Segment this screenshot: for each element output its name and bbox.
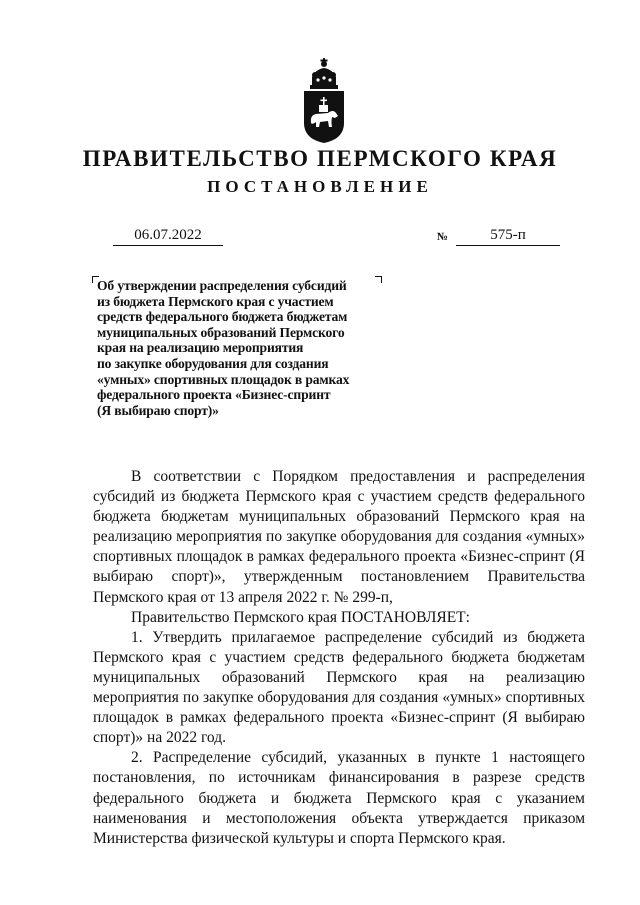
subject-line: средств федерального бюджета бюджетам xyxy=(97,309,348,325)
body-paragraph-preamble: В соответствии с Порядком предоставления и распределения субсидий из бюджета Пермского края с участием средств федерального бюджета бюджетам муниципальных образований Пермского края на реализацию мероприятия по закупке оборудования для создания «умных» спортивных площадок в рамках федерального проекта «Бизнес-спринт (Я выбираю спорт)», утвержденным постановлением Правительства Пермского края от 13 апреля 2022 г. № 299-п, xyxy=(93,468,585,606)
subject-line: из бюджета Пермского края с участием xyxy=(97,293,334,309)
government-title: ПРАВИТЕЛЬСТВО ПЕРМСКОГО КРАЯ xyxy=(82,146,558,171)
subject-line: «умных» спортивных площадок в рамках xyxy=(97,371,350,387)
subject-line: муниципальных образований Пермского xyxy=(97,324,345,340)
body-paragraph-decree: Правительство Пермского края ПОСТАНОВЛЯЕТ: xyxy=(131,608,470,626)
document-number: 575-п xyxy=(456,226,560,246)
document-type-title: ПОСТАНОВЛЕНИЕ xyxy=(207,177,433,196)
document-body xyxy=(93,467,585,849)
subject-line: федерального проекта «Бизнес-спринт xyxy=(97,387,331,403)
perm-krai-coat-of-arms-icon xyxy=(298,55,350,145)
document-subject xyxy=(97,278,397,418)
subject-line: (Я выбираю спорт)» xyxy=(97,402,219,418)
body-paragraph-item-2: 2. Распределение субсидий, указанных в пункте 1 настоящего постановления, по источникам финансирования в разрезе средств федерального бюджета и бюджета Пермского края с указанием наименования и местоположения объекта утверждается приказом Министерства физической культуры и спорта Пермского края. xyxy=(93,749,585,847)
body-paragraph-item-1: 1. Утвердить прилагаемое распределение субсидий из бюджета Пермского края с участием средств федерального бюджета бюджетам муниципальных образований Пермского края на реализацию мероприятия по закупке оборудования для создания «умных» спортивных площадок в рамках федерального проекта «Бизнес-спринт (Я выбираю спорт)» на 2022 год. xyxy=(93,628,585,747)
subject-line: края на реализацию мероприятия xyxy=(97,340,304,356)
subject-line: по закупке оборудования для создания xyxy=(97,355,329,371)
number-sign: № xyxy=(437,231,449,243)
document-date: 06.07.2022 xyxy=(113,226,223,246)
subject-line: Об утверждении распределения субсидий xyxy=(97,278,347,293)
